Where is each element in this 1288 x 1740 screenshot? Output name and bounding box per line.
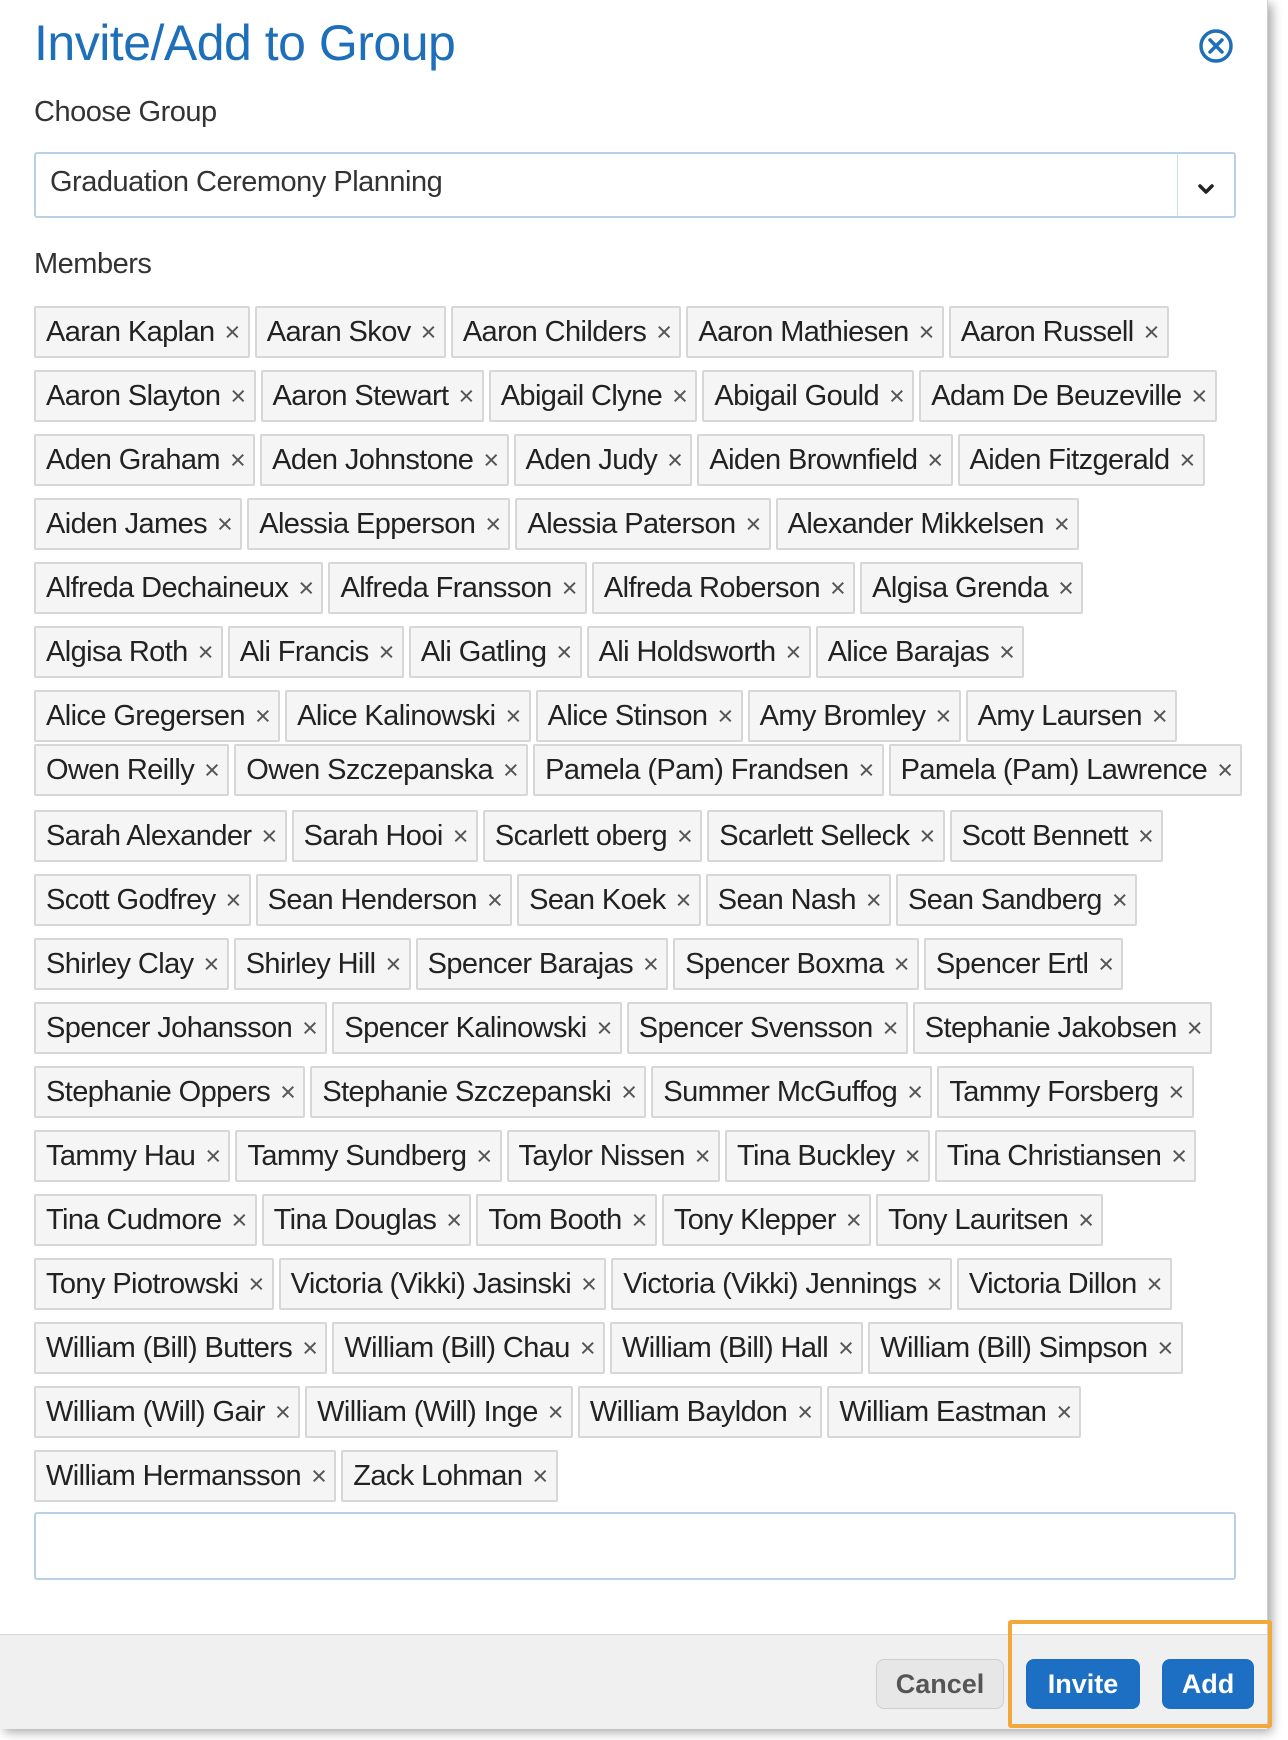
member-tag — [489, 370, 698, 422]
member-tag — [310, 1066, 646, 1118]
member-tag — [517, 874, 701, 926]
member-tag-row — [34, 1450, 558, 1502]
member-tag — [305, 1386, 573, 1438]
member-tag-label: William (Will) Inge — [317, 1395, 538, 1428]
member-tag-label: Alice Stinson — [547, 699, 708, 732]
member-tag-label: Tina Christiansen — [946, 1139, 1162, 1172]
remove-tag-icon[interactable]: × — [797, 1396, 813, 1427]
member-tag-label: Victoria Dillon — [968, 1267, 1137, 1300]
member-tag-label: Scarlett Selleck — [719, 819, 910, 852]
member-tag — [235, 1130, 501, 1182]
member-tag — [966, 690, 1177, 742]
remove-tag-icon[interactable]: × — [311, 1460, 327, 1491]
member-tag — [34, 306, 250, 358]
member-tag-label: Ali Holdsworth — [598, 635, 776, 668]
remove-tag-icon[interactable]: × — [1151, 700, 1168, 731]
member-tag — [707, 810, 944, 862]
member-tag — [34, 1194, 257, 1246]
member-tag — [514, 434, 693, 486]
remove-tag-icon[interactable]: × — [694, 1140, 710, 1171]
member-tag-label: Aden Graham — [46, 443, 220, 476]
member-tag — [483, 810, 702, 862]
remove-tag-icon[interactable]: × — [254, 700, 271, 731]
member-tag-label: Aaran Kaplan — [46, 315, 215, 348]
remove-tag-icon[interactable]: × — [476, 1140, 492, 1171]
member-tag — [627, 1002, 908, 1054]
member-tag-label: Pamela (Pam) Lawrence — [900, 753, 1208, 786]
member-tag-row — [34, 626, 1024, 678]
member-tag-label: William Bayldon — [589, 1395, 788, 1428]
member-tag-label: Aiden Brownfield — [709, 443, 918, 476]
remove-tag-icon[interactable]: × — [893, 948, 909, 979]
member-tag — [34, 1066, 305, 1118]
member-tag-label: Aaron Stewart — [272, 379, 449, 412]
member-tag — [34, 874, 251, 926]
remove-tag-icon[interactable]: × — [926, 1268, 942, 1299]
member-tag-row — [34, 810, 1163, 862]
remove-tag-icon[interactable]: × — [1053, 508, 1070, 539]
member-tag-row — [34, 1066, 1194, 1118]
members-label: Members — [34, 248, 152, 280]
member-tag-label: Sean Nash — [717, 883, 856, 916]
member-tag-label: Amy Bromley — [759, 699, 926, 732]
remove-tag-icon[interactable]: × — [503, 754, 519, 785]
member-tag-label: Algisa Roth — [46, 635, 188, 668]
member-tag-label: William Eastman — [839, 1395, 1047, 1428]
chevron-down-icon[interactable] — [1177, 154, 1234, 216]
member-tag — [34, 1002, 327, 1054]
member-tag-label: Adam De Beuzeville — [931, 379, 1182, 412]
member-tag-label: William Hermansson — [46, 1459, 302, 1492]
member-tag-label: Tammy Sundberg — [247, 1139, 467, 1172]
member-tag-label: Spencer Kalinowski — [344, 1011, 587, 1044]
remove-tag-icon[interactable]: × — [927, 444, 943, 475]
member-tag — [748, 690, 961, 742]
member-tag — [234, 938, 411, 990]
remove-tag-icon[interactable]: × — [745, 508, 761, 539]
remove-tag-icon[interactable]: × — [197, 636, 213, 667]
member-tag-label: Owen Reilly — [46, 753, 195, 786]
member-tag-row — [34, 744, 1242, 796]
member-tag — [919, 370, 1217, 422]
member-tag-label: Tina Buckley — [736, 1139, 895, 1172]
member-tag-label: Zack Lohman — [353, 1459, 523, 1492]
member-tag-row — [34, 1322, 1183, 1374]
member-tag — [260, 434, 508, 486]
member-tag — [816, 626, 1025, 678]
group-select-value: Graduation Ceremony Planning — [50, 166, 443, 198]
member-tag-label: William (Bill) Simpson — [880, 1331, 1148, 1364]
member-tag-label: Sean Koek — [529, 883, 666, 916]
member-tag — [34, 1322, 327, 1374]
member-tag — [262, 1194, 472, 1246]
member-tag — [34, 434, 255, 486]
remove-tag-icon[interactable]: × — [561, 572, 577, 603]
remove-tag-icon[interactable]: × — [1217, 754, 1233, 785]
member-tag-label: Algisa Grenda — [872, 571, 1049, 604]
member-tag-label: Owen Szczepanska — [246, 753, 493, 786]
remove-tag-icon[interactable]: × — [643, 948, 659, 979]
member-tag-row — [34, 690, 1177, 742]
member-tag-label: Alice Gregersen — [46, 699, 245, 732]
remove-tag-icon[interactable]: × — [203, 948, 219, 979]
member-tag — [261, 370, 484, 422]
remove-tag-icon[interactable]: × — [274, 1396, 291, 1427]
remove-tag-icon[interactable]: × — [231, 1204, 247, 1235]
member-tag-label: Stephanie Szczepanski — [322, 1075, 612, 1108]
member-tag-label: Sarah Alexander — [46, 819, 252, 852]
remove-tag-icon[interactable]: × — [205, 1140, 221, 1171]
member-tag-label: Alfreda Fransson — [340, 571, 552, 604]
member-tag — [409, 626, 582, 678]
remove-tag-icon[interactable]: × — [677, 820, 693, 851]
member-tag-label: Alessia Epperson — [259, 507, 476, 540]
member-tag-label: Alfreda Dechaineux — [46, 571, 289, 604]
remove-tag-icon[interactable]: × — [224, 316, 240, 347]
member-tag — [673, 938, 919, 990]
member-tag-row — [34, 1386, 1081, 1438]
member-tag-label: Spencer Barajas — [427, 947, 634, 980]
member-tag — [706, 874, 891, 926]
member-tag-row — [34, 1130, 1196, 1182]
member-tag — [416, 938, 669, 990]
invite-button[interactable]: Invite — [1026, 1659, 1140, 1709]
member-tag — [610, 1322, 863, 1374]
members-search-input[interactable] — [34, 1512, 1236, 1580]
remove-tag-icon[interactable]: × — [1143, 316, 1159, 347]
cancel-button[interactable]: Cancel — [876, 1659, 1004, 1709]
member-tag-row — [34, 498, 1079, 550]
remove-tag-icon[interactable]: × — [621, 1076, 637, 1107]
remove-tag-icon[interactable]: × — [261, 820, 277, 851]
member-tag-row — [34, 370, 1217, 422]
member-tag — [913, 1002, 1212, 1054]
remove-tag-icon[interactable]: × — [1078, 1204, 1094, 1235]
member-tag-label: Abigail Clyne — [500, 379, 663, 412]
member-tag — [702, 370, 914, 422]
member-tag-label: Aaron Mathiesen — [698, 315, 909, 348]
member-tag-label: Tony Lauritsen — [888, 1203, 1069, 1236]
remove-tag-icon[interactable]: × — [919, 820, 935, 851]
member-tag — [950, 810, 1164, 862]
remove-tag-icon[interactable]: × — [579, 1332, 596, 1363]
member-tag-row — [34, 938, 1123, 990]
member-tag-label: Scott Godfrey — [46, 883, 216, 916]
member-tag — [341, 1450, 557, 1502]
member-tag-label: Sarah Hooi — [303, 819, 443, 852]
member-tag — [896, 874, 1137, 926]
member-tag — [256, 874, 512, 926]
member-tag — [279, 1258, 607, 1310]
remove-tag-icon[interactable]: × — [1157, 1332, 1173, 1363]
member-tag-label: Amy Laursen — [977, 699, 1142, 732]
member-tag — [725, 1130, 930, 1182]
member-tag — [234, 744, 528, 796]
remove-tag-icon[interactable]: × — [785, 636, 801, 667]
remove-tag-icon[interactable]: × — [1171, 1140, 1187, 1171]
member-tag-label: William (Bill) Hall — [622, 1331, 829, 1364]
member-tag-row — [34, 1258, 1172, 1310]
member-tag-label: Alice Barajas — [827, 635, 990, 668]
remove-tag-icon[interactable]: × — [248, 1268, 264, 1299]
member-tag — [34, 370, 256, 422]
member-tag — [776, 498, 1079, 550]
remove-tag-icon[interactable]: × — [505, 700, 521, 731]
dialog-footer — [0, 1634, 1267, 1729]
remove-tag-icon[interactable]: × — [918, 316, 934, 347]
member-tag-row — [34, 874, 1137, 926]
member-tag-label: Aden Judy — [525, 443, 658, 476]
remove-tag-icon[interactable]: × — [485, 508, 501, 539]
close-icon[interactable] — [1198, 28, 1234, 64]
dialog-title: Invite/Add to Group — [34, 15, 456, 71]
remove-tag-icon[interactable]: × — [280, 1076, 296, 1107]
remove-tag-icon[interactable]: × — [302, 1012, 318, 1043]
remove-tag-icon[interactable]: × — [385, 948, 401, 979]
member-tag-label: Spencer Boxma — [685, 947, 884, 980]
member-tag — [332, 1002, 621, 1054]
remove-tag-icon[interactable]: × — [596, 1012, 612, 1043]
remove-tag-icon[interactable]: × — [217, 508, 233, 539]
member-tag — [935, 1130, 1197, 1182]
remove-tag-icon[interactable]: × — [532, 1460, 548, 1491]
member-tag-label: Aiden James — [46, 507, 208, 540]
member-tag — [889, 744, 1243, 796]
member-tag-row — [34, 1194, 1103, 1246]
member-tag — [34, 1450, 336, 1502]
member-tag — [611, 1258, 952, 1310]
member-tag — [536, 690, 743, 742]
remove-tag-icon[interactable]: × — [667, 444, 683, 475]
remove-tag-icon[interactable]: × — [904, 1140, 920, 1171]
member-tag — [827, 1386, 1081, 1438]
member-tag-label: Ali Francis — [239, 635, 369, 668]
member-tag-label: Aaron Slayton — [46, 379, 221, 412]
remove-tag-icon[interactable]: × — [675, 884, 691, 915]
member-tag-label: Shirley Clay — [46, 947, 194, 980]
remove-tag-icon[interactable]: × — [838, 1332, 854, 1363]
group-select[interactable] — [34, 152, 1236, 218]
member-tag-label: Tammy Hau — [46, 1139, 196, 1172]
member-tag — [876, 1194, 1103, 1246]
remove-tag-icon[interactable]: × — [420, 316, 436, 347]
member-tag-label: Pamela (Pam) Frandsen — [545, 753, 849, 786]
member-tag-row — [34, 306, 1169, 358]
remove-tag-icon[interactable]: × — [882, 1012, 898, 1043]
member-tag — [292, 810, 478, 862]
member-tag — [957, 1258, 1172, 1310]
remove-tag-icon[interactable]: × — [1179, 444, 1195, 475]
member-tag — [255, 306, 446, 358]
remove-tag-icon[interactable]: × — [486, 884, 503, 915]
member-tag — [592, 562, 855, 614]
remove-tag-icon[interactable]: × — [935, 700, 951, 731]
member-tag-label: Aaron Childers — [462, 315, 647, 348]
member-tag — [34, 1386, 300, 1438]
member-tag — [451, 306, 682, 358]
remove-tag-icon[interactable]: × — [1168, 1076, 1184, 1107]
remove-tag-icon[interactable]: × — [656, 316, 672, 347]
member-tag-label: Abigail Gould — [714, 379, 880, 412]
member-tag — [860, 562, 1083, 614]
member-tag — [34, 498, 242, 550]
remove-tag-icon[interactable]: × — [889, 380, 905, 411]
remove-tag-icon[interactable]: × — [458, 380, 474, 411]
member-tag — [949, 306, 1169, 358]
member-tag — [34, 690, 280, 742]
member-tag-label: Tony Klepper — [673, 1203, 836, 1236]
member-tag-label: Taylor Nissen — [518, 1139, 685, 1172]
member-tag-label: Aden Johnstone — [272, 443, 474, 476]
member-tag-label: Aaran Skov — [266, 315, 411, 348]
member-tag-label: Tom Booth — [488, 1203, 622, 1236]
remove-tag-icon[interactable]: × — [1191, 380, 1207, 411]
add-button[interactable]: Add — [1162, 1659, 1254, 1709]
remove-tag-icon[interactable]: × — [452, 820, 468, 851]
member-tag — [587, 626, 811, 678]
member-tag — [868, 1322, 1182, 1374]
member-tag-label: Tony Piotrowski — [46, 1267, 239, 1300]
member-tag — [697, 434, 952, 486]
choose-group-label: Choose Group — [34, 96, 217, 128]
member-tag-label: Scarlett oberg — [494, 819, 668, 852]
member-tag-label: Aaron Russell — [960, 315, 1134, 348]
member-tag-label: William (Bill) Chau — [344, 1331, 570, 1364]
member-tag-label: Sean Henderson — [267, 883, 477, 916]
member-tag — [34, 744, 229, 796]
member-tag — [686, 306, 943, 358]
member-tag — [228, 626, 404, 678]
member-tag-row — [34, 1002, 1212, 1054]
remove-tag-icon[interactable]: × — [1146, 1268, 1162, 1299]
member-tag — [937, 1066, 1193, 1118]
member-tag — [34, 1130, 230, 1182]
member-tag-label: Tina Cudmore — [46, 1203, 222, 1236]
member-tag — [533, 744, 883, 796]
member-tag — [507, 1130, 720, 1182]
member-tag-label: Stephanie Oppers — [46, 1075, 271, 1108]
remove-tag-icon[interactable]: × — [1137, 820, 1154, 851]
remove-tag-icon[interactable]: × — [230, 380, 246, 411]
member-tag-label: Victoria (Vikki) Jasinski — [290, 1267, 572, 1300]
member-tag — [332, 1322, 605, 1374]
member-tag-label: Spencer Ertl — [935, 947, 1089, 980]
member-tag-label: Summer McGuffog — [663, 1075, 898, 1108]
remove-tag-icon[interactable]: × — [829, 572, 846, 603]
remove-tag-icon[interactable]: × — [483, 444, 499, 475]
remove-tag-icon[interactable]: × — [858, 754, 874, 785]
member-tag — [578, 1386, 822, 1438]
remove-tag-icon[interactable]: × — [446, 1204, 462, 1235]
remove-tag-icon[interactable]: × — [631, 1204, 647, 1235]
remove-tag-icon[interactable]: × — [581, 1268, 597, 1299]
member-tag-row — [34, 434, 1205, 486]
member-tag — [476, 1194, 656, 1246]
remove-tag-icon[interactable]: × — [556, 636, 572, 667]
remove-tag-icon[interactable]: × — [865, 884, 882, 915]
remove-tag-icon[interactable]: × — [378, 636, 394, 667]
remove-tag-icon[interactable]: × — [302, 1332, 318, 1363]
member-tag — [924, 938, 1124, 990]
remove-tag-icon[interactable]: × — [672, 380, 688, 411]
member-tag-label: Alessia Paterson — [527, 507, 736, 540]
member-tag-label: Ali Gatling — [420, 635, 547, 668]
remove-tag-icon[interactable]: × — [1186, 1012, 1202, 1043]
member-tag — [651, 1066, 932, 1118]
member-tag — [328, 562, 586, 614]
remove-tag-icon[interactable]: × — [845, 1204, 862, 1235]
remove-tag-icon[interactable]: × — [225, 884, 241, 915]
member-tag-label: Scott Bennett — [961, 819, 1128, 852]
member-tag-label: Alice Kalinowski — [297, 699, 496, 732]
remove-tag-icon[interactable]: × — [1098, 948, 1114, 979]
member-tag — [34, 562, 323, 614]
member-tag — [285, 690, 531, 742]
member-tag — [247, 498, 510, 550]
remove-tag-icon[interactable]: × — [1058, 572, 1074, 603]
remove-tag-icon[interactable]: × — [204, 754, 220, 785]
member-tag-label: Stephanie Jakobsen — [924, 1011, 1177, 1044]
member-tag-label: William (Will) Gair — [46, 1395, 265, 1428]
member-tag — [515, 498, 770, 550]
member-tag — [34, 1258, 274, 1310]
remove-tag-icon[interactable]: × — [547, 1396, 563, 1427]
member-tag — [34, 938, 229, 990]
member-tag-label: Spencer Johansson — [46, 1011, 293, 1044]
member-tag-label: Spencer Svensson — [638, 1011, 873, 1044]
member-tag — [34, 626, 223, 678]
remove-tag-icon[interactable]: × — [1111, 884, 1127, 915]
remove-tag-icon[interactable]: × — [229, 444, 246, 475]
member-tag — [958, 434, 1205, 486]
member-tag-label: Tina Douglas — [273, 1203, 437, 1236]
member-tag-label: Alexander Mikkelsen — [787, 507, 1044, 540]
remove-tag-icon[interactable]: × — [717, 700, 733, 731]
remove-tag-icon[interactable]: × — [298, 572, 314, 603]
member-tag-label: Shirley Hill — [245, 947, 376, 980]
remove-tag-icon[interactable]: × — [1056, 1396, 1072, 1427]
remove-tag-icon[interactable]: × — [999, 636, 1015, 667]
member-tag-label: Aiden Fitzgerald — [969, 443, 1170, 476]
member-tag-label: Sean Sandberg — [908, 883, 1102, 916]
member-tag-label: Victoria (Vikki) Jennings — [623, 1267, 917, 1300]
member-tag — [34, 810, 287, 862]
member-tag-label: Alfreda Roberson — [603, 571, 820, 604]
member-tag — [662, 1194, 871, 1246]
remove-tag-icon[interactable]: × — [907, 1076, 923, 1107]
member-tag-label: Tammy Forsberg — [949, 1075, 1159, 1108]
member-tag-label: William (Bill) Butters — [46, 1331, 293, 1364]
member-tag-row — [34, 562, 1083, 614]
